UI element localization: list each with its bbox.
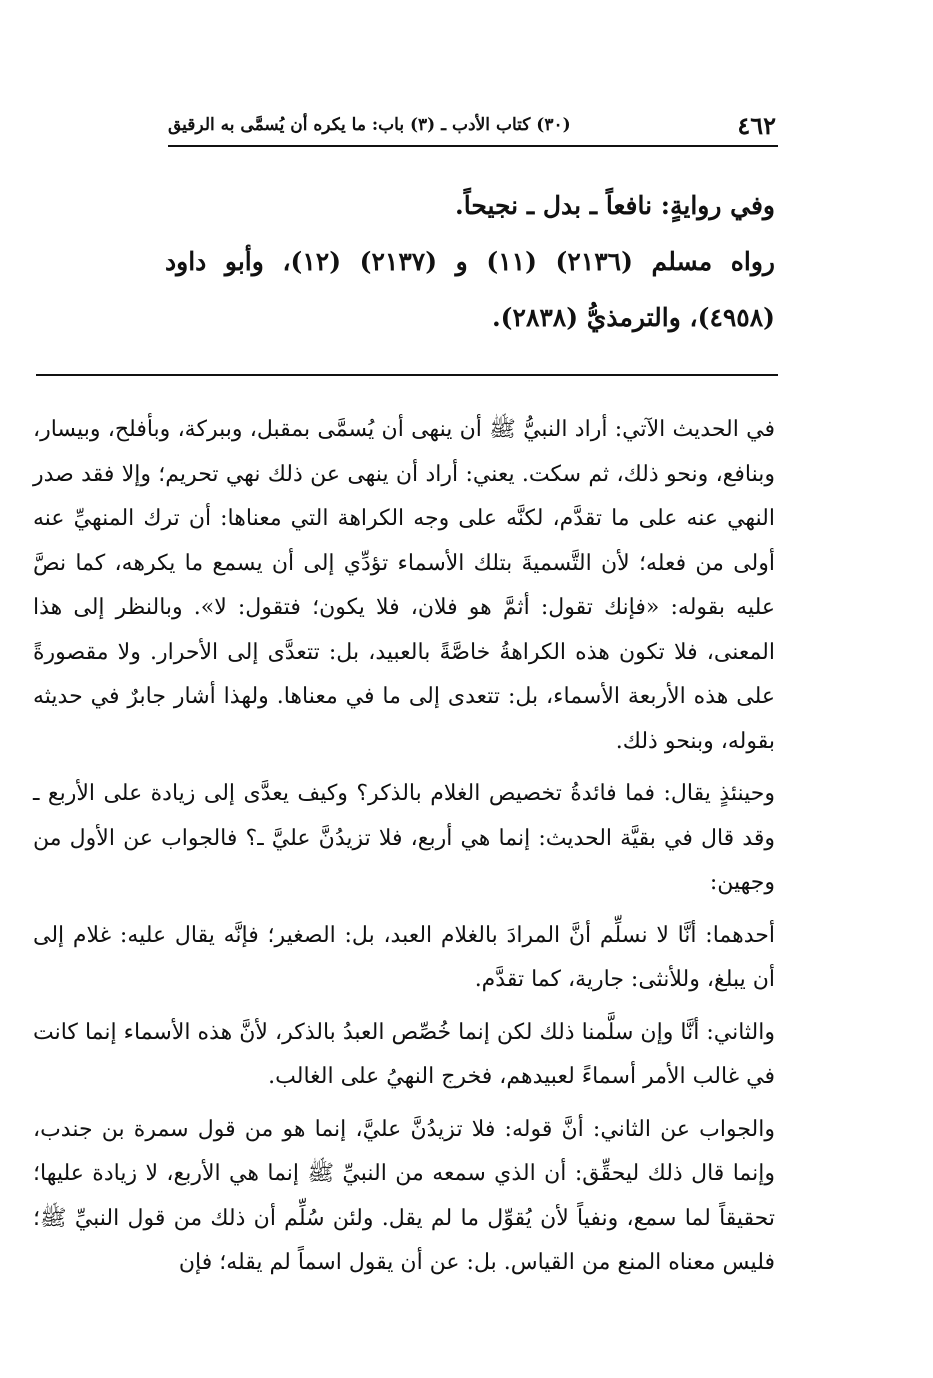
commentary-paragraph: والثاني: أنَّا وإن سلَّمنا ذلك لكن إنما خُصِّص العبدُ بالذكر، لأنَّ هذه الأسماء إنما كانت في غالب الأمر أسماءً لعبيدهم، فخرج النهيُ على الغالب. <box>33 1019 776 1089</box>
commentary-paragraph: أحدهما: أنَّا لا نسلِّم أنَّ المرادَ بالغلام العبد، بل: الصغير؛ فإنَّه يقال عليه: غلام إلى أن يبلغ، وللأنثى: جارية، كما تقدَّم. <box>33 922 775 992</box>
page-number: ٤٦٢ <box>737 110 776 140</box>
hadith-text <box>165 178 775 346</box>
header-rule <box>168 145 778 147</box>
section-divider <box>36 374 778 376</box>
commentary-text <box>33 408 775 1294</box>
running-head: (٣٠) كتاب الأدب ـ (٣) باب: ما يكره أن يُسمَّى به الرقيق <box>168 115 571 135</box>
page-header <box>168 108 776 142</box>
hadith-variant-line: وفي روايةٍ: نافعاً ـ بدل ـ نجيحاً. <box>455 191 775 220</box>
commentary-paragraph: في الحديث الآتي: أراد النبيُّ ﷺ أن ينهى أن يُسمَّى بمقبل، وببركة، وبأفلح، وبيسار، وبنافع، ونحو ذلك، ثم سكت. يعني: أراد أن ينهى عن ذلك نهي تحريم؛ وإلا فقد صدر النهي عنه على ما تقدَّم، لكنَّه على وجه الكراهة التي معناها: أن ترك المنهيِّ عنه أولى من فعله؛ لأن التَّسميةَ بتلك الأسماء تؤدِّي إلى أن يسمع ما يكرهه، كما نصَّ عليه بقوله: «فإنك تقول: أثمَّ هو فلان، فلا يكون؛ فتقول: لا». وبالنظر إلى هذا المعنى، فلا تكون هذه الكراهةُ خاصَّةً بالعبيد، بل: تتعدَّى إلى الأحرار. ولا مقصورةً على هذه الأربعة الأسماء، بل: تتعدى إلى ما في معناها. ولهذا أشار جابرٌ في حديثه بقوله، وبنحو ذلك. <box>33 417 775 754</box>
commentary-paragraph: والجواب عن الثاني: أنَّ قوله: فلا تزيدُنَّ عليَّ، إنما هو من قول سمرة بن جندب، وإنما قال ذلك ليحقِّق: أن الذي سمعه من النبيِّ ﷺ إنما هي الأربع، لا زيادة عليها؛ تحقيقاً لما سمع، ونفياً لأن يُقوِّل ما لم يقل. ولئن سُلِّم أن ذلك من قول النبيِّ ﷺ؛ فليس معناه المنع من القياس. بل: عن أن يقول اسماً لم يقله؛ فإن <box>33 1116 775 1275</box>
commentary-paragraph: وحينئذٍ يقال: فما فائدةُ تخصيص الغلام بالذكر؟ وكيف يعدَّى إلى زيادة على الأربع ـ وقد قال في بقيَّة الحديث: إنما هي أربع، فلا تزيدُنَّ عليَّ ـ؟ فالجواب عن الأول من وجهين: <box>33 781 775 895</box>
hadith-citation: رواه مسلم (٢١٣٦) (١١) و (٢١٣٧) (١٢)، وأبو داود (٤٩٥٨)، والترمذيُّ (٢٨٣٨). <box>165 247 775 332</box>
